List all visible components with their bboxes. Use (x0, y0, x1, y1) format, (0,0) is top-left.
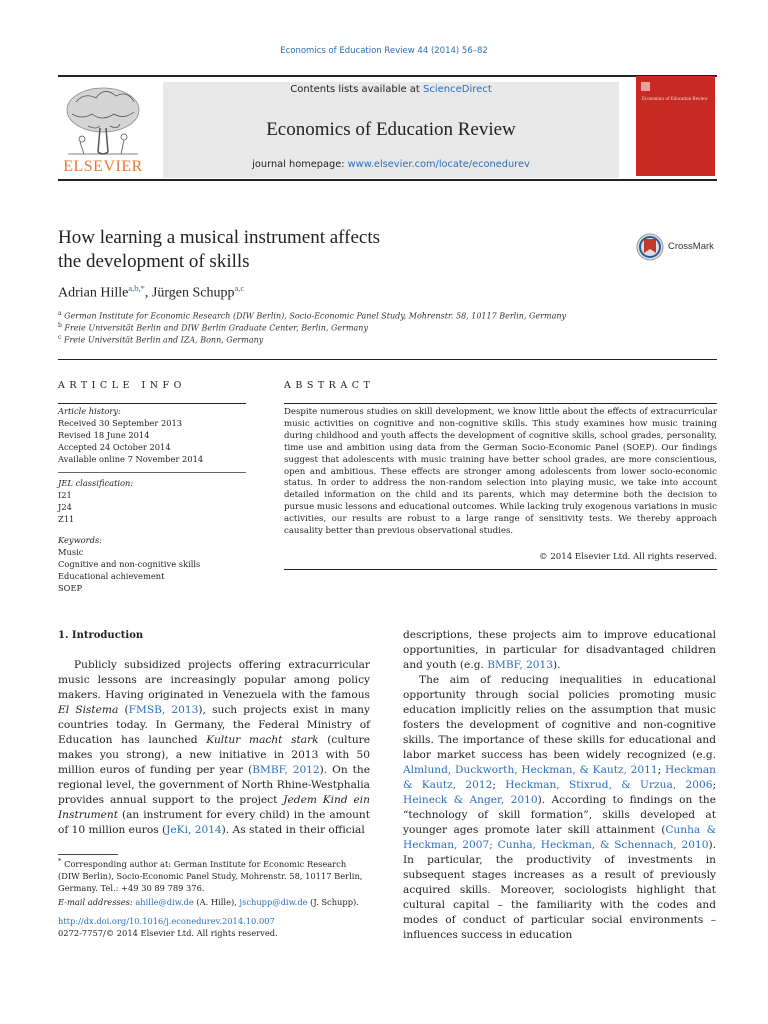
text-run: ; (712, 779, 717, 791)
abstract-rule-bottom (284, 569, 717, 570)
abstract-copyright: © 2014 Elsevier Ltd. All rights reserved. (539, 552, 717, 562)
affiliation-text: Freie Universität Berlin and IZA, Bonn, Germany (63, 335, 264, 345)
homepage-link[interactable]: www.elsevier.com/locate/econedurev (347, 159, 530, 170)
author-hille-affil-mark[interactable]: a,b, (128, 283, 141, 293)
body-column-right (403, 628, 716, 943)
text-run: ). As stated in their official (221, 824, 365, 836)
journal-name: Economics of Education Review (266, 119, 516, 140)
citation-link[interactable]: Heckman, Stixrud, & Urzua, 2006 (505, 779, 713, 791)
italic-term: Jedem Kind ein Instrument (58, 794, 370, 821)
masthead (163, 82, 619, 178)
cover-logo-icon (641, 82, 650, 91)
text-run: ). On the regional level, the government of North Rhine-Westphalia provides annual support to the project (58, 764, 371, 806)
text-run: ( (118, 704, 129, 716)
author-schupp: Jürgen Schupp (151, 285, 235, 301)
citation-link[interactable]: Heckman & Kautz, 2012 (403, 764, 716, 791)
abstract-text: Despite numerous studies on skill development, we know little about the effects of extracurricular music activities on cognitive and non-cognitive skills. This study examines how music training during childhood and youth affects the development of cognitive skills, school grades, personality, time use and ambition using data from the German Socio-Economic Panel (SOEP). Our findings suggest that adolescents with music training have better school grades, are more conscientious, open and ambitious. These effects are stronger among adolescents from lower socio-economic status. In order to address the non-random selection into playing music, we take into account detailed information on the child and its parents, which may determine both the decision to pursue music lessons and educational outcomes. While lacking truly exogenous variations in music activities, our results are robust to a large range of sensitivity tests. We thereby approach causality better than previous observational studies. (284, 407, 717, 537)
footnote-text: Corresponding author at: German Institute for Economic Research (DIW Berlin), Socio-Economic Panel Study, Mohrenstr. 58, 10117 Berlin, Germany. Tel.: +49 30 89 789 376. (58, 858, 363, 893)
author-schupp-affil-mark[interactable]: a,c (234, 283, 245, 293)
affiliation-mark: b (58, 322, 62, 329)
title-line-1: How learning a musical instrument affects (58, 227, 381, 248)
keyword: SOEP (58, 583, 83, 593)
keywords-label: Keywords: (58, 535, 103, 545)
citation-link[interactable]: FMSB, 2013 (128, 704, 199, 716)
citation-link[interactable]: JeKi, 2014 (166, 824, 222, 836)
keywords (58, 534, 246, 594)
crossmark-badge[interactable] (636, 232, 726, 262)
text-run: ; (492, 779, 506, 791)
article-info-heading: ARTICLE INFO (58, 380, 186, 391)
history-received: Received 30 September 2013 (58, 418, 183, 428)
italic-term: El Sistema (58, 704, 119, 716)
contents-prefix: Contents lists available at (290, 84, 424, 95)
homepage-line (163, 159, 619, 170)
jel-classification (58, 477, 246, 525)
affiliation-text: Freie Universität Berlin and DIW Berlin Graduate Center, Berlin, Germany (64, 323, 368, 333)
history-revised: Revised 18 June 2014 (58, 430, 150, 440)
footnote-star: * (58, 857, 62, 865)
text-run: (culture makes you strong), a new initiative in 2013 with 50 million euros of funding per year ( (58, 734, 370, 776)
masthead-rule (58, 179, 717, 181)
article-info-rule (58, 403, 246, 404)
doi-link[interactable]: http://dx.doi.org/10.1016/j.econedurev.2014.10.007 (58, 916, 275, 926)
keyword: Cognitive and non-cognitive skills (58, 559, 201, 569)
text-run: (an instrument for every child) in the amount of 10 million euros ( (58, 809, 370, 836)
affiliation-mark: c (58, 334, 62, 341)
affiliation-mark: a (58, 310, 62, 317)
title-line-2: the development of skills (58, 251, 250, 272)
affiliation-text: German Institute for Economic Research (DIW Berlin), Socio-Economic Panel Study, Mohrenstr. 58, 10117 Berlin, Germany (64, 311, 567, 321)
corresponding-star[interactable]: * (140, 283, 145, 293)
history-label: Article history: (58, 406, 121, 416)
text-run: ), such projects exist in many countries today. In Germany, the Federal Ministry of Education has launched (58, 704, 370, 746)
citation-link[interactable]: Almlund, Duckworth, Heckman, & Kautz, 2011 (403, 764, 658, 776)
citation-link[interactable]: BMBF, 2013 (487, 659, 554, 671)
italic-term: Kultur macht stark (206, 734, 319, 746)
keyword: Educational achievement (58, 571, 165, 581)
citation-link[interactable]: BMBF, 2012 (252, 764, 320, 776)
body-column-left (58, 658, 370, 838)
jel-code: Z11 (58, 514, 75, 524)
issn-line: 0272-7757/© 2014 Elsevier Ltd. All rights reserved. (58, 928, 278, 938)
email-label: E-mail addresses: (58, 896, 136, 907)
text-run: ). (553, 659, 561, 671)
journal-cover (636, 76, 715, 176)
crossmark-icon (636, 232, 664, 262)
email-link-schupp[interactable]: jschupp@diw.de (239, 896, 308, 907)
intro-paragraph-1 (58, 658, 370, 838)
jel-code: J24 (58, 502, 72, 512)
corresponding-author-footnote (58, 855, 370, 908)
email-link-hille[interactable]: ahille@diw.de (135, 896, 194, 907)
elsevier-logo (58, 82, 148, 178)
article-title (58, 226, 578, 274)
article-history (58, 405, 246, 465)
publisher-name: ELSEVIER (63, 158, 143, 175)
text-run: ). According to findings on the “technology of skill formation”, skills developed at younger ages promote later skill attainment ( (403, 794, 717, 836)
affiliation-rule (58, 359, 717, 360)
homepage-prefix: journal homepage: (252, 159, 348, 170)
keyword: Music (58, 547, 84, 557)
history-online: Available online 7 November 2014 (58, 454, 204, 464)
sciencedirect-link[interactable]: ScienceDirect (423, 84, 492, 95)
affiliation-a (58, 310, 566, 321)
authors (58, 283, 244, 302)
info-divider (58, 472, 246, 473)
text-run: Publicly subsidized projects offering extracurricular music lessons are increasingly popular among policy makers. Having originated in Venezuela with the famous (58, 659, 370, 701)
abstract-rule-top (284, 403, 717, 404)
text-run: ). In particular, the productivity of investments in subsequent stages increases as a result of previously acquired skills. Moreover, sociologists highlight that cultural capital – the familiarity with the codes and modes of conduct of particular social environments – influences success in education (403, 839, 716, 941)
author-separator: , (144, 285, 152, 301)
intro-paragraph-2 (403, 673, 716, 943)
journal-citation[interactable]: Economics of Education Review 44 (2014) 56–82 (280, 46, 488, 56)
header-rule (58, 75, 717, 77)
affiliation-c (58, 334, 263, 345)
email-owner: (J. Schupp). (307, 896, 359, 907)
intro-paragraph-1-cont (403, 628, 716, 673)
cover-title: Economics of Education Review (642, 97, 708, 102)
abstract-heading: ABSTRACT (284, 380, 375, 391)
section-heading-introduction: 1. Introduction (58, 630, 144, 641)
jel-label: JEL classification: (58, 478, 134, 488)
text-run: descriptions, these projects aim to improve educational opportunities, in particular for disadvantaged children and youth (e.g. (403, 629, 716, 671)
text-run: ; (657, 764, 665, 776)
citation-link[interactable]: Heineck & Anger, 2010 (403, 794, 538, 806)
crossmark-label: CrossMark (668, 241, 714, 252)
text-run: The aim of reducing inequalities in educational opportunity through social policies promoting music education implicitly relies on the assumption that music fosters the development of cognitive and non-cognitive skills. The importance of these skills for educational and labor market success has been widely recognized (e.g. (403, 674, 716, 761)
author-hille: Adrian Hille (58, 285, 129, 301)
contents-line (163, 84, 619, 95)
citation-link[interactable]: Cunha & Heckman, 2007; Cunha, Heckman, & Schennach, 2010 (403, 824, 717, 851)
email-owner: (A. Hille), (193, 896, 240, 907)
history-accepted: Accepted 24 October 2014 (58, 442, 171, 452)
jel-code: I21 (58, 490, 72, 500)
affiliation-b (58, 322, 368, 333)
